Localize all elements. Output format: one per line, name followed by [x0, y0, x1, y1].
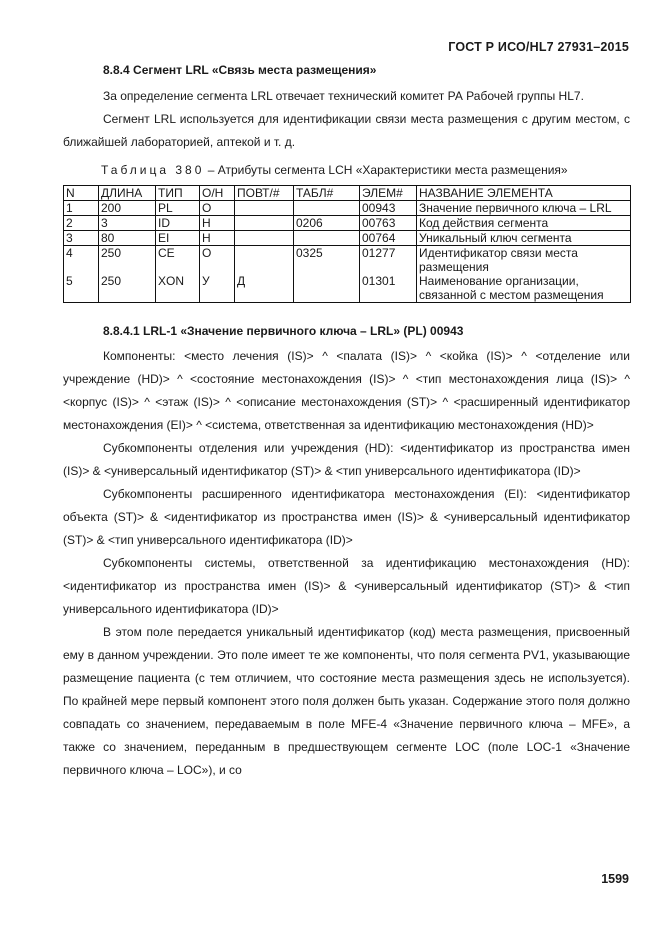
table-cell: 00764 — [360, 231, 417, 246]
table-cell: Уникальный ключ сегмента — [417, 231, 631, 246]
table-cell: Н — [200, 231, 235, 246]
table-cell: PL — [156, 201, 200, 216]
table-cell — [294, 231, 360, 246]
table-cell: 5 — [64, 274, 99, 303]
table-cell: Код действия сегмента — [417, 216, 631, 231]
table-cell: 00943 — [360, 201, 417, 216]
table-caption-text: Атрибуты сегмента LCH «Характеристики места размещения» — [217, 163, 568, 177]
table-cell: О — [200, 201, 235, 216]
table-cell: Идентификатор связи места размещения — [417, 246, 631, 275]
column-header: N — [64, 186, 99, 201]
table-cell: XON — [156, 274, 200, 303]
table-cell: Значение первичного ключа – LRL — [417, 201, 631, 216]
field-paragraph: В этом поле передается уникальный идентификатор (код) места размещения, присвоенный ему в данном учреждении. Это поле имеет те же компоненты, что поля сегмента PV1, указывающие размещение пациента (с тем отличием, что состояние места размещения здесь не используется). По крайней мере первый компонент этого поля должен быть указан. Содержание этого поля должно совпадать со значением, передаваемым в поле MFE-4 «Значение первичного ключа – MFE», а также со значением, переданным в предшествующем сегменте LOC (поле LOC-1 «Значение первичного ключа – LOC»), и со — [63, 625, 630, 777]
table-row — [64, 201, 631, 216]
table-cell: О — [200, 246, 235, 275]
table-header-row — [64, 186, 631, 201]
table-cell: 200 — [99, 201, 156, 216]
table-cell: 80 — [99, 231, 156, 246]
column-header: ПОВТ/# — [235, 186, 294, 201]
table-cell: 00763 — [360, 216, 417, 231]
section-paragraph: За определение сегмента LRL отвечает технический комитет РА Рабочей группы HL7. — [103, 89, 584, 103]
table-caption — [101, 162, 630, 179]
table-caption-dash: – — [204, 163, 218, 177]
table-cell: 3 — [64, 231, 99, 246]
table-cell: CE — [156, 246, 200, 275]
table-cell: У — [200, 274, 235, 303]
table-cell — [294, 201, 360, 216]
field-heading: 8.8.4.1 LRL-1 «Значение первичного ключа – LRL» (PL) 00943 — [103, 324, 464, 338]
table-row — [64, 216, 631, 231]
segment-attributes-table — [63, 185, 631, 303]
table-cell: 01301 — [360, 274, 417, 303]
table-cell: ID — [156, 216, 200, 231]
table-cell — [235, 246, 294, 275]
section-heading: 8.8.4 Сегмент LRL «Связь места размещения» — [103, 63, 377, 77]
table-cell: 250 — [99, 246, 156, 275]
table-cell — [235, 216, 294, 231]
table-cell: EI — [156, 231, 200, 246]
page-number: 1599 — [601, 872, 629, 886]
page-content — [63, 62, 630, 782]
column-header: ТАБЛ# — [294, 186, 360, 201]
table-cell: Д — [235, 274, 294, 303]
table-cell: 4 — [64, 246, 99, 275]
table-row — [64, 274, 631, 303]
field-paragraph: Компоненты: <место лечения (IS)> ^ <палата (IS)> ^ <койка (IS)> ^ <отделение или учреждение (HD)> ^ <состояние местонахождения (IS)> ^ <тип местонахождения лица (IS)> ^ <корпус (IS)> ^ <этаж (IS)> ^ <описание местонахождения (ST)> ^ <расширенный идентификатор местонахождения (EI)> ^ <система, ответственная за идентификацию местонахождения (HD)> — [63, 349, 630, 432]
table-cell: 01277 — [360, 246, 417, 275]
table-cell: 3 — [99, 216, 156, 231]
table-cell: 0206 — [294, 216, 360, 231]
column-header: ЭЛЕМ# — [360, 186, 417, 201]
table-cell: 0325 — [294, 246, 360, 275]
table-cell: Н — [200, 216, 235, 231]
section-paragraph: Сегмент LRL используется для идентификации связи места размещения с другим местом, с ближайшей лабораторией, аптекой и т. д. — [63, 112, 630, 149]
table-cell: 1 — [64, 201, 99, 216]
table-cell: 2 — [64, 216, 99, 231]
table-cell — [235, 231, 294, 246]
table-row — [64, 246, 631, 275]
table-cell — [235, 201, 294, 216]
field-paragraph: Субкомпоненты отделения или учреждения (HD): <идентификатор из пространства имен (IS)> & <универсальный идентификатор (ST)> & <тип универсального идентификатора (ID)> — [63, 441, 630, 478]
table-cell: 250 — [99, 274, 156, 303]
column-header: НАЗВАНИЕ ЭЛЕМЕНТА — [417, 186, 631, 201]
table-cell — [294, 274, 360, 303]
table-cell: Наименование организации, связанной с местом размещения — [417, 274, 631, 303]
table-row — [64, 231, 631, 246]
document-header: ГОСТ Р ИСО/HL7 27931–2015 — [448, 40, 629, 54]
column-header: О/Н — [200, 186, 235, 201]
table-caption-label: Таблица 380 — [101, 163, 205, 177]
column-header: ДЛИНА — [99, 186, 156, 201]
field-paragraph: Субкомпоненты системы, ответственной за идентификацию местонахождения (HD): <идентификатор из пространства имен (IS)> & <универсальный идентификатор (ST)> & <тип универсального идентификатора (ID)> — [63, 556, 630, 616]
field-paragraph: Субкомпоненты расширенного идентификатора местонахождения (EI): <идентификатор объекта (ST)> & <идентификатор из пространства имен (IS)> & <универсальный идентификатор (ST)> & <тип универсального идентификатора (ID)> — [63, 487, 630, 547]
column-header: ТИП — [156, 186, 200, 201]
